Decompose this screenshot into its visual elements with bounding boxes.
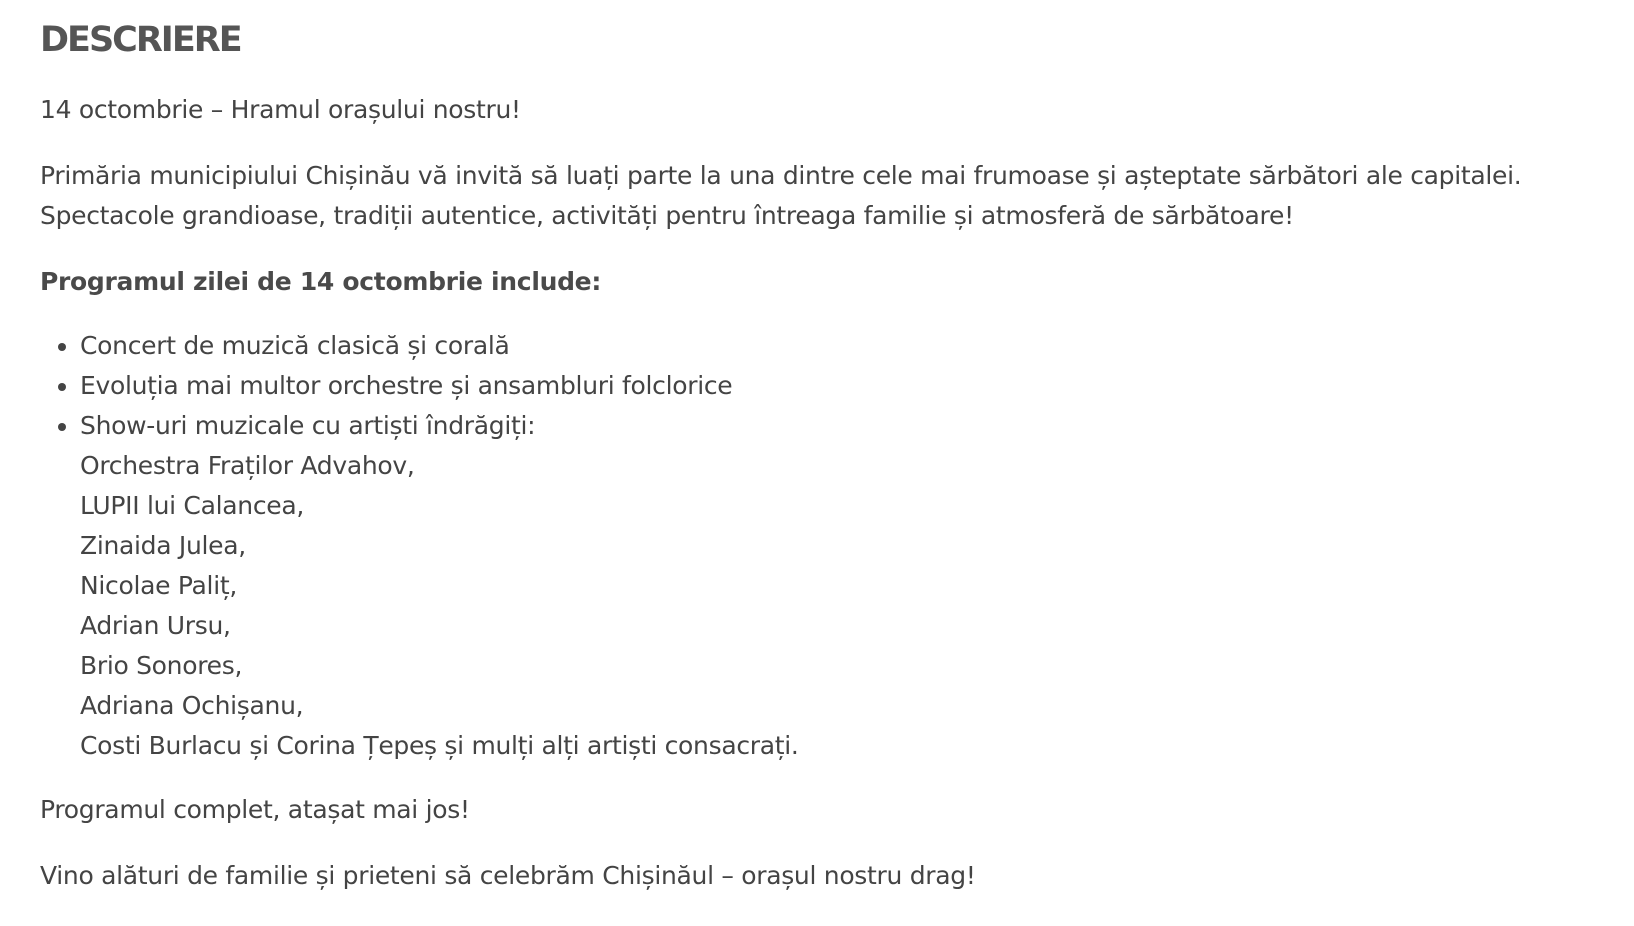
- full-program-note: Programul complet, atașat mai jos!: [40, 795, 470, 824]
- closing-paragraph: Vino alături de familie și prieteni să celebrăm Chișinăul – orașul nostru drag!: [40, 861, 976, 890]
- artist-name: LUPII lui Calancea,: [80, 491, 305, 520]
- list-item: [80, 406, 1620, 766]
- artist-name: Nicolae Paliț,: [80, 571, 237, 600]
- program-title: Programul zilei de 14 octombrie include:: [40, 267, 602, 296]
- list-item-text: Show-uri muzicale cu artiști îndrăgiți:: [80, 411, 536, 440]
- artist-name: Brio Sonores,: [80, 651, 243, 680]
- artist-name: Orchestra Fraților Advahov,: [80, 451, 415, 480]
- description-section: [40, 0, 1620, 896]
- intro-paragraph: Primăria municipiului Chișinău vă invită să luați parte la una dintre cele mai frumoase și așteptate sărbători ale capitalei. Spectacole grandioase, tradiții autentice, activități pentru întreaga familie și atmosferă de sărbătoare!: [40, 161, 1522, 230]
- artist-name: Adrian Ursu,: [80, 611, 231, 640]
- list-item: [80, 326, 1620, 366]
- list-item: [80, 366, 1620, 406]
- list-item-text: Evoluția mai multor orchestre și ansambluri folclorice: [80, 371, 733, 400]
- artist-name: Zinaida Julea,: [80, 531, 246, 560]
- artist-name: Adriana Ochișanu,: [80, 691, 304, 720]
- list-item-text: Concert de muzică clasică și corală: [80, 331, 510, 360]
- date-line: 14 octombrie – Hramul orașului nostru!: [40, 95, 521, 124]
- artist-name: Costi Burlacu și Corina Țepeș și mulți alți artiști consacrați.: [80, 731, 799, 760]
- program-list: [40, 326, 1620, 766]
- section-heading: DESCRIERE: [40, 20, 241, 60]
